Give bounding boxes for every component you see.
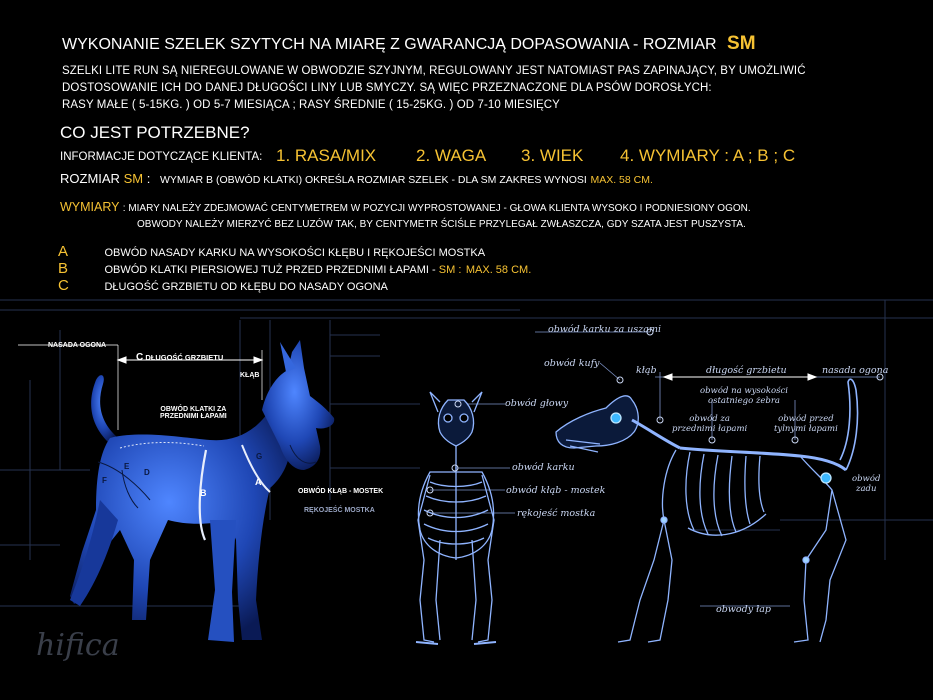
legend-text-c: DŁUGOŚĆ GRZBIETU OD KŁĘBU DO NASADY OGONA xyxy=(104,281,388,293)
measurements-label: WYMIARY xyxy=(60,200,120,214)
needed-item-1: 1. RASA/MIX xyxy=(276,146,377,165)
label-obwod-klatki-2: PRZEDNIMI ŁAPAMI xyxy=(160,413,227,420)
marker-a: A xyxy=(255,477,262,487)
page-title-size: SM xyxy=(727,33,756,54)
label-nasada-ogona: NASADA OGONA xyxy=(48,342,107,349)
label-klab-cursive: kłąb xyxy=(636,365,657,376)
label-obwod-klab-mostek: OBWÓD KŁĄB - MOSTEK xyxy=(298,488,384,495)
label-przed-tylnymi-1: obwód przed xyxy=(778,414,834,424)
label-klab: KŁĄB xyxy=(240,372,260,379)
measurements-line-2: OBWODY NALEŻY MIERZYĆ BEZ LUZÓW TAK, BY CENTYMETR ŚCIŚLE PRZYLEGAŁ ZWŁASZCZA, GDY SZATA JEST PUSZYSTA. xyxy=(137,219,746,230)
label-ostatniego-zebra-1: obwód na wysokości xyxy=(700,386,789,396)
label-obwody-lap: obwody łap xyxy=(716,604,771,615)
page-title-text: WYKONANIE SZELEK SZYTYCH NA MIARĘ Z GWARANCJĄ DOPASOWANIA - ROZMIAR xyxy=(62,36,717,53)
legend-max-b: MAX. 58 CM. xyxy=(465,264,532,276)
client-info-label: INFORMACJE DOTYCZĄCE KLIENTA: xyxy=(60,151,263,163)
watermark-signature: hifica xyxy=(36,628,120,663)
intro-line-3: RASY MAŁE ( 5-15KG. ) OD 5-7 MIESIĄCA ; RASY ŚREDNIE ( 15-25KG. ) OD 7-10 MIESIĘCY xyxy=(62,99,560,111)
legend-text-a: OBWÓD NASADY KARKU NA WYSOKOŚCI KŁĘBU I RĘKOJEŚCI MOSTKA xyxy=(104,247,486,259)
label-ostatniego-zebra-2: ostatniego żebra xyxy=(708,396,780,406)
label-za-przednimi-2: przednimi łapami xyxy=(672,424,748,434)
label-obwod-klab-mostek-cursive: obwód kłąb - mostek xyxy=(506,485,606,496)
label-obwod-klatki xyxy=(160,406,227,420)
legend-row-c xyxy=(58,277,388,295)
measurements-row xyxy=(60,200,751,214)
label-obwod-zadu xyxy=(852,474,880,494)
label-rekojesc-mostka-cursive: rękojeść mostka xyxy=(517,508,596,519)
skeleton-front-figure xyxy=(416,392,496,644)
label-obwod-glowy: obwód głowy xyxy=(505,398,569,409)
legend-letter-a: A xyxy=(58,243,69,260)
marker-g: G xyxy=(256,452,263,461)
size-row-colon: : xyxy=(146,171,151,186)
label-dlugosc-grzbietu-cursive: długość grzbietu xyxy=(706,365,787,376)
label-dlugosc-grzbietu xyxy=(136,352,223,363)
label-za-przednimi xyxy=(672,414,747,434)
size-row-size: SM xyxy=(123,171,144,186)
needed-heading: CO JEST POTRZEBNE? xyxy=(60,123,250,142)
measurements-line-1: : MIARY NALEŻY ZDEJMOWAĆ CENTYMETREM W POZYCJI WYPROSTOWANEJ - GŁOWA KLIENTA WYSOKO I PODNIESIONY OGON. xyxy=(122,203,751,214)
needed-item-4: 4. WYMIARY : A ; B ; C xyxy=(620,146,796,165)
label-nasada-ogona-cursive: nasada ogona xyxy=(822,365,889,376)
intro-line-2: DOSTOSOWANIE ICH DO DANEJ DŁUGOŚCI LINY LUB SMYCZY. SĄ WIĘC PRZEZNACZONE DLA PSÓW DOROSŁYCH: xyxy=(62,82,712,94)
label-dlugosc-letter: C xyxy=(136,352,144,363)
legend-row-a xyxy=(58,243,485,261)
label-kark-za-uszami: obwód karku za uszami xyxy=(548,324,662,335)
size-row-label: ROZMIAR xyxy=(60,171,120,186)
label-przed-tylnymi xyxy=(774,414,838,434)
legend-row-b xyxy=(58,260,531,278)
size-row xyxy=(60,171,653,186)
needed-item-2: 2. WAGA xyxy=(416,146,487,165)
label-przed-tylnymi-2: tylnymi łapami xyxy=(774,424,838,434)
marker-d: D xyxy=(144,468,150,477)
label-obwod-karku: obwód karku xyxy=(512,462,575,473)
label-rekojesc-mostka: RĘKOJEŚĆ MOSTKA xyxy=(304,507,375,514)
marker-e: E xyxy=(124,462,130,471)
legend-extra-b: SM : xyxy=(438,264,462,276)
label-obwod-klatki-1: OBWÓD KLATKI ZA xyxy=(160,406,227,413)
intro-line-1: SZELKI LITE RUN SĄ NIEREGULOWANE W OBWODZIE SZYJNYM, REGULOWANY JEST NATOMIAST PAS ZAPINAJĄCY, BY UMOŻLIWIĆ xyxy=(62,65,806,77)
legend-letter-b: B xyxy=(58,260,69,277)
legend-text-b: OBWÓD KLATKI PIERSIOWEJ TUŻ PRZED PRZEDNIMI ŁAPAMI - xyxy=(104,264,439,276)
label-dlugosc-text: DŁUGOŚĆ GRZBIETU xyxy=(145,353,224,362)
label-obwod-zadu-2: zadu xyxy=(855,484,877,494)
marker-b: B xyxy=(200,488,207,498)
needed-item-3: 3. WIEK xyxy=(521,146,584,165)
page-title xyxy=(62,33,756,55)
size-row-max: MAX. 58 CM. xyxy=(590,174,653,186)
label-obwod-kufy: obwód kufy xyxy=(544,358,600,369)
label-obwod-zadu-1: obwód xyxy=(852,474,881,484)
legend-letter-c: C xyxy=(58,277,69,294)
label-za-przednimi-1: obwód za xyxy=(689,414,730,424)
size-row-text: WYMIAR B (OBWÓD KLATKI) OKREŚLA ROZMIAR SZELEK - DLA SM ZAKRES WYNOSI xyxy=(159,174,587,186)
marker-f: F xyxy=(102,476,107,485)
label-ostatniego-zebra xyxy=(700,386,788,406)
